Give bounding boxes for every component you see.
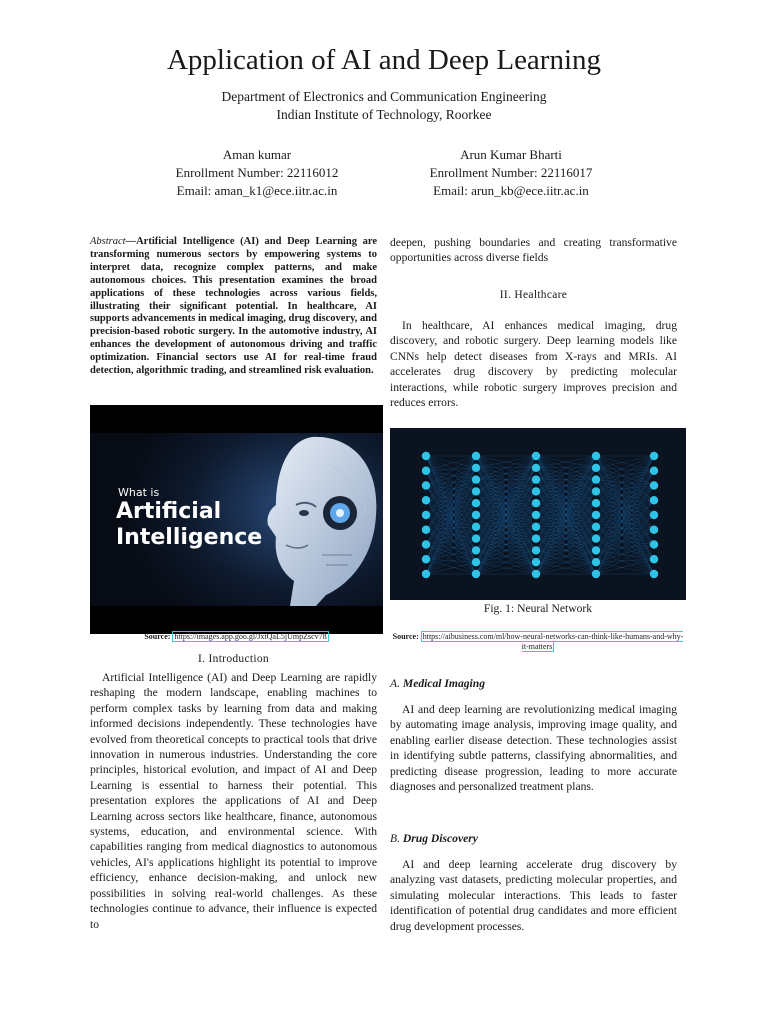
network-node (532, 570, 540, 578)
network-node (532, 558, 540, 566)
network-node (532, 464, 540, 472)
network-node (592, 487, 600, 495)
network-node (592, 546, 600, 554)
network-node (650, 481, 658, 489)
healthcare-text: In healthcare, AI enhances medical imaging, drug discovery, and robotic surgery. Deep learning models like CNNs help detect diseases from X-rays and MRIs. AI accelerates drug discovery by predicting molecular interactions, while robotic surgery improves precision and reduces errors. (390, 319, 677, 410)
abstract (90, 236, 377, 378)
network-node (532, 452, 540, 460)
author-block-2 (361, 146, 661, 200)
author-email: Email: arun_kb@ece.iitr.ac.in (433, 183, 589, 198)
network-node (532, 499, 540, 507)
network-node (472, 452, 480, 460)
network-node (650, 511, 658, 519)
section-heading-healthcare: II. Healthcare (499, 289, 568, 301)
network-node (472, 464, 480, 472)
author-email: Email: aman_k1@ece.iitr.ac.in (176, 183, 338, 198)
network-node (472, 523, 480, 531)
network-node (472, 499, 480, 507)
network-node (472, 534, 480, 542)
network-node (532, 523, 540, 531)
figure-big-line-2: Intelligence (116, 525, 263, 550)
figure-big-text (116, 499, 262, 551)
source-label: Source: (392, 632, 419, 641)
section-heading-introduction: I. Introduction (198, 653, 269, 665)
network-node (422, 496, 430, 504)
author-name: Arun Kumar Bharti (460, 147, 562, 162)
subsection-number: B. (390, 832, 400, 845)
abstract-text: —Artificial Intelligence (AI) and Deep Learning are transforming numerous sectors by empowering systems to interpret data, recognize complex patterns, and make autonomous choices. This presentation examines the broad applications of these technologies across various fields, illustrating their significant potential. In healthcare, AI supports advancements in medical imaging, drug discovery, and precision-based robotic surgery. In the automotive industry, AI enhances the development of autonomous driving and traffic optimization. Financial sectors use AI for real-time fraud detection, algorithmic trading, and streamlined risk evaluation. (90, 236, 377, 377)
network-node (532, 546, 540, 554)
network-node (472, 570, 480, 578)
network-node (532, 511, 540, 519)
network-node (592, 523, 600, 531)
network-node (422, 481, 430, 489)
network-node (650, 540, 658, 548)
department: Department of Electronics and Communication Engineering (221, 89, 547, 104)
network-node (422, 467, 430, 475)
author-enrollment: Enrollment Number: 22116012 (175, 165, 339, 180)
figure-caption: Fig. 1: Neural Network (483, 602, 593, 615)
subsection-heading-medical-imaging (390, 677, 485, 690)
subsection-heading-drug-discovery (390, 832, 478, 845)
network-node (422, 555, 430, 563)
network-node (650, 526, 658, 534)
network-node (532, 487, 540, 495)
subsection-title: Medical Imaging (402, 677, 486, 690)
figure-left-source (90, 632, 383, 642)
medical-imaging-text: AI and deep learning are revolutionizing medical imaging by automating image analysis, improving image quality, and enabling earlier disease detection. These technologies assist in identifying subtle patterns, classifying abnormalities, and predicting disease progression, leading to more accurate diagnoses and personalized treatment plans. (390, 703, 677, 794)
network-node (592, 464, 600, 472)
network-node (532, 534, 540, 542)
network-node (650, 452, 658, 460)
network-node (650, 496, 658, 504)
network-node (650, 555, 658, 563)
network-node (472, 511, 480, 519)
network-node (472, 546, 480, 554)
network-node (532, 475, 540, 483)
subsection-number: A. (390, 677, 400, 690)
abstract-label: Abstract (90, 236, 126, 247)
neural-network-figure (390, 428, 686, 600)
network-node (472, 487, 480, 495)
network-node (592, 534, 600, 542)
intro-continuation: deepen, pushing boundaries and creating transformative opportunities across diverse fields (390, 236, 677, 265)
network-node (592, 499, 600, 507)
institute: Indian Institute of Technology, Roorkee (276, 107, 492, 122)
source-label: Source: (144, 632, 171, 641)
network-node (650, 467, 658, 475)
network-node (592, 570, 600, 578)
network-node (650, 570, 658, 578)
source-link[interactable]: https://aibusiness.com/ml/how-neural-networks-can-think-like-humans-and-why-it-matters (422, 632, 684, 651)
subsection-title: Drug Discovery (402, 832, 478, 845)
network-node (472, 558, 480, 566)
drug-discovery-text: AI and deep learning accelerate drug discovery by analyzing vast datasets, predicting molecular properties, and simulating molecular interactions. This leads to faster identification of potential drug candidates and more efficient drug development processes. (390, 858, 677, 933)
network-node (592, 452, 600, 460)
network-node (422, 526, 430, 534)
network-node (422, 570, 430, 578)
paper-title: Application of AI and Deep Learning (166, 44, 602, 76)
source-link[interactable]: https://images.app.goo.gl/JxtQaL5jUmpZscv78 (174, 632, 327, 641)
author-name: Aman kumar (222, 147, 292, 162)
network-node (472, 475, 480, 483)
network-node (592, 475, 600, 483)
author-enrollment: Enrollment Number: 22116017 (429, 165, 593, 180)
ai-robot-figure (90, 405, 383, 634)
network-node (592, 511, 600, 519)
network-node (592, 558, 600, 566)
figure-small-text: What is (118, 486, 160, 499)
network-node (422, 540, 430, 548)
network-node (422, 452, 430, 460)
network-node (422, 511, 430, 519)
figure-right-source (390, 632, 686, 652)
neural-network-image (390, 428, 686, 600)
figure-big-line-1: Artificial (116, 499, 222, 524)
affiliation (0, 88, 768, 124)
introduction-text: Artificial Intelligence (AI) and Deep Learning are rapidly reshaping the modern landscape, enabling machines to perform complex tasks by learning from data and making informed decisions independently. These technologies have evolved from theoretical concepts to practical tools that drive innovation in numerous industries. Understanding the core principles, historical evolution, and impact of AI and Deep Learning is essential to harness their potential. This presentation explores the applications of AI and Deep Learning across sectors like healthcare, finance, autonomous systems, education, and environmental science. With capabilities ranging from medical diagnostics to autonomous vehicles, AI's applications highlight its potential to improve efficiency, enhance decision-making, and unlock new possibilities in solving real-world challenges. As these technologies continue to advance, their influence is expected to (90, 671, 377, 931)
